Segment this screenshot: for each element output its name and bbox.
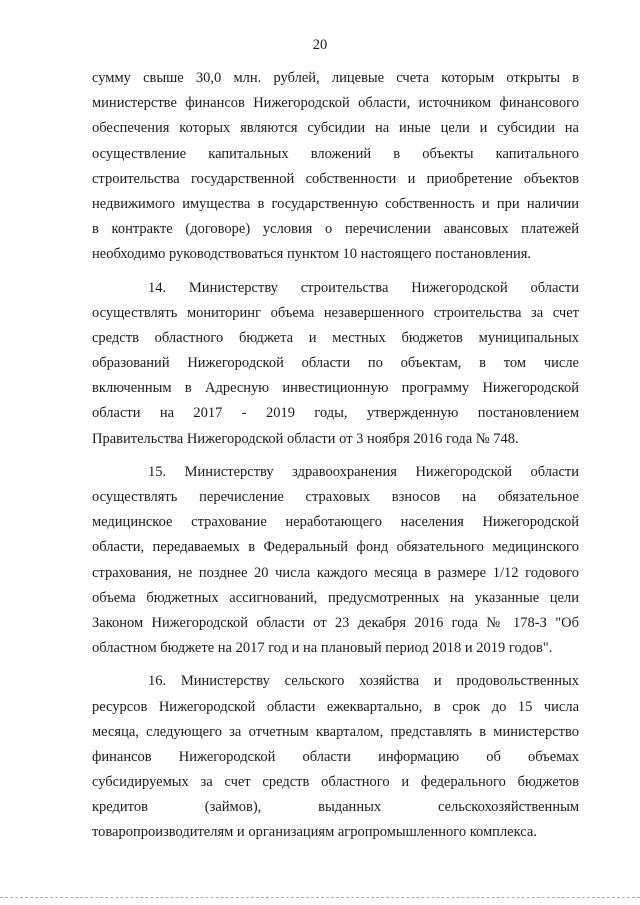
text-line: средств областного бюджета и местных бюджетов муниципальных: [92, 329, 579, 346]
text-line: осуществлять мониторинг объема незавершенного строительства за счет: [92, 304, 579, 321]
text-line: товаропроизводителям и организациям агропромышленного комплекса.: [92, 824, 537, 841]
text-line: медицинское страхование неработающего населения Нижегородской: [92, 514, 579, 531]
text-line: кредитов (займов), выданных сельскохозяйственным: [92, 799, 579, 816]
paragraph-item-16: [92, 669, 579, 845]
text-line: 16. Министерству сельского хозяйства и продовольственных: [148, 673, 579, 690]
text-line: осуществление капитальных вложений в объекты капитального: [92, 145, 579, 162]
text-line: субсидируемых за счет средств областного и федерального бюджетов: [92, 774, 579, 791]
text-line: недвижимого имущества в государственную собственность и при наличии: [92, 195, 579, 212]
page-number: 20: [312, 37, 328, 53]
text-line: объема бюджетных ассигнований, предусмотренных на указанные цели: [92, 589, 579, 606]
text-line: области, передаваемых в Федеральный фонд обязательного медицинского: [92, 539, 579, 556]
paragraph-item-15: [92, 460, 579, 662]
text-line: обеспечения которых являются субсидии на иные цели и субсидии на: [92, 120, 579, 137]
document-body: [92, 66, 579, 846]
text-line: Правительства Нижегородской области от 3 ноября 2016 года № 748.: [92, 430, 519, 447]
text-line: министерстве финансов Нижегородской области, источником финансового: [92, 95, 579, 112]
text-line: необходимо руководствоваться пунктом 10 настоящего постановления.: [92, 246, 532, 263]
text-line: строительства государственной собственности и приобретение объектов: [92, 170, 579, 187]
text-line: страхования, не позднее 20 числа каждого месяца в размере 1/12 годового: [92, 564, 579, 581]
text-line: 15. Министерству здравоохранения Нижегородской области: [148, 463, 579, 480]
text-line: образований Нижегородской области по объектам, в том числе: [92, 355, 579, 372]
text-line: областном бюджете на 2017 год и на плановый период 2018 и 2019 годов".: [92, 640, 553, 657]
text-line: 14. Министерству строительства Нижегородской области: [148, 279, 579, 296]
text-line: сумму свыше 30,0 млн. рублей, лицевые счета которым открыты в: [92, 70, 579, 86]
paragraph-item-14: [92, 276, 579, 452]
text-line: осуществлять перечисление страховых взносов на обязательное: [92, 489, 579, 505]
scan-edge-divider: [0, 897, 640, 898]
text-line: месяца, следующего за отчетным кварталом, представлять в министерство: [92, 723, 579, 740]
paragraph-continuation: [92, 66, 579, 268]
text-line: ресурсов Нижегородской области ежеквартально, в срок до 15 числа: [92, 698, 579, 715]
text-line: области на 2017 - 2019 годы, утвержденную постановлением: [92, 405, 579, 422]
text-line: Законом Нижегородской области от 23 декабря 2016 года № 178-З "Об: [92, 614, 579, 631]
text-line: финансов Нижегородской области информацию об объемах: [92, 748, 579, 765]
text-line: в контракте (договоре) условия о перечислении авансовых платежей: [92, 221, 579, 238]
text-line: включенным в Адресную инвестиционную программу Нижегородской: [92, 380, 579, 397]
